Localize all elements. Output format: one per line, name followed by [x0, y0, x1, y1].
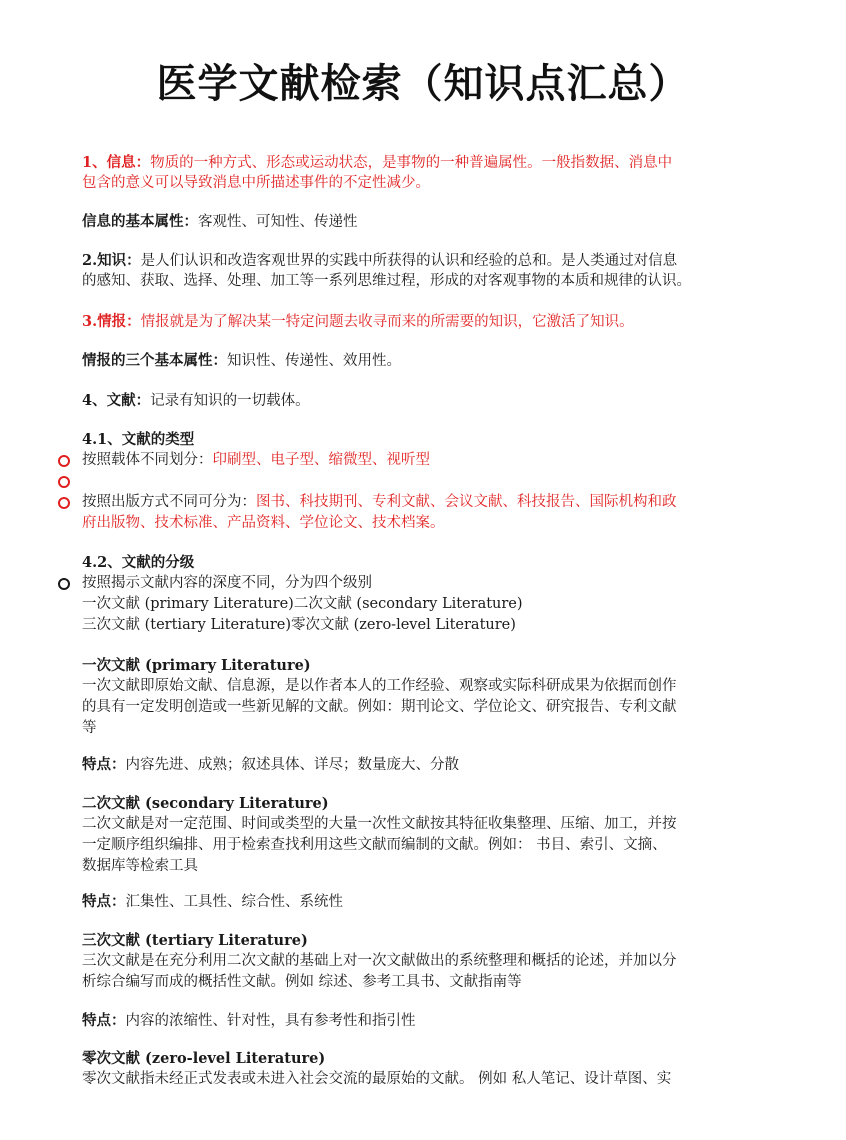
types-pub-value-1: 图书、科技期刊、专利文献、会议文献、科技报告、国际机构和政	[256, 494, 677, 510]
types-publication-line-1	[82, 492, 802, 513]
secondary-text-1: 二次文献是对一定范围、时间或类型的大量一次性文献按其特征收集整理、压缩、加工，并按	[82, 816, 677, 832]
types-carrier-label: 按照载体不同划分：	[82, 452, 213, 468]
doc-label: 4、文献：	[82, 392, 151, 409]
info-paragraph-line-2: 包含的意义可以导致消息中所描述事件的不定性减少。	[82, 175, 430, 191]
knowledge-line-2: 的感知、获取、选择、处理、加工等一系列思维过程，形成的对客观事物的本质和规律的认识。	[82, 273, 691, 289]
page-title: 医学文献检索（知识点汇总）	[156, 61, 690, 107]
tertiary-text-2: 析综合编写而成的概括性文献。例如 综述、参考工具书、文献指南等	[82, 974, 522, 990]
secondary-feature-label: 特点：	[82, 893, 126, 910]
knowledge-line-1	[82, 250, 802, 272]
primary-feature-text: 内容先进、成熟；叙述具体、详尽；数量庞大、分散	[125, 757, 459, 773]
secondary-heading: 二次文献 (secondary Literature)	[82, 795, 329, 812]
tertiary-text-1: 三次文献是在充分利用二次文献的基础上对一次文献做出的系统整理和概括的论述，并加以分	[82, 953, 677, 969]
knowledge-label: 2.知识：	[82, 252, 141, 269]
bullet-circle-icon	[58, 476, 70, 488]
types-pub-label: 按照出版方式不同可分为：	[82, 494, 256, 510]
intel-attr-label: 情报的三个基本属性：	[82, 352, 227, 369]
intel-label: 3.情报：	[82, 313, 141, 330]
zero-text-1: 零次文献指未经正式发表或未进入社会交流的最原始的文献。 例如 私人笔记、设计草图、实	[82, 1071, 672, 1087]
primary-text-2: 的具有一定发明创造或一些新见解的文献。例如：期刊论文、学位论文、研究报告、专利文献	[82, 699, 677, 715]
info-label: 1、信息：	[82, 154, 151, 171]
tertiary-heading: 三次文献 (tertiary Literature)	[82, 932, 308, 949]
primary-feature-label: 特点：	[82, 756, 126, 773]
info-attributes	[82, 211, 802, 233]
tertiary-features	[82, 1010, 802, 1032]
types-heading: 4.1、文献的类型	[82, 431, 195, 448]
secondary-features	[82, 891, 802, 913]
types-carrier-value: 印刷型、电子型、缩微型、视听型	[212, 452, 430, 468]
secondary-feature-text: 汇集性、工具性、综合性、系统性	[125, 894, 343, 910]
secondary-text-3: 数据库等检索工具	[82, 858, 198, 874]
zero-heading: 零次文献 (zero-level Literature)	[82, 1050, 326, 1067]
levels-row-2: 三次文献 (tertiary Literature)零次文献 (zero-level Literature)	[82, 617, 516, 633]
bullet-circle-icon	[58, 578, 70, 590]
knowledge-text-1: 是人们认识和改造客观世界的实践中所获得的认识和经验的总和。是人类通过对信息	[140, 253, 678, 269]
primary-text-3: 等	[82, 720, 97, 736]
bullet-circle-icon	[58, 497, 70, 509]
intel-text: 情报就是为了解决某一特定问题去收寻而来的所需要的知识，它激活了知识。	[140, 314, 634, 330]
secondary-text-2: 一定顺序组织编排、用于检索查找利用这些文献而编制的文献。例如： 书目、索引、文摘、	[82, 837, 667, 853]
info-text-1: 物质的一种方式、形态或运动状态，是事物的一种普遍属性。一般指数据、消息中	[150, 155, 673, 171]
primary-heading: 一次文献 (primary Literature)	[82, 657, 311, 674]
primary-text-1: 一次文献即原始文献、信息源，是以作者本人的工作经验、观察或实际科研成果为依据而创作	[82, 678, 677, 694]
info-attr-label: 信息的基本属性：	[82, 213, 198, 230]
intel-attr-text: 知识性、传递性、效用性。	[227, 353, 401, 369]
tertiary-feature-label: 特点：	[82, 1012, 126, 1029]
info-attr-text: 客观性、可知性、传递性	[198, 214, 358, 230]
primary-features	[82, 754, 802, 776]
intel-paragraph	[82, 311, 802, 333]
tertiary-feature-text: 内容的浓缩性、针对性，具有参考性和指引性	[125, 1013, 416, 1029]
doc-text: 记录有知识的一切载体。	[150, 393, 310, 409]
levels-intro: 按照揭示文献内容的深度不同，分为四个级别	[82, 575, 372, 591]
bullet-circle-icon	[58, 455, 70, 467]
doc-definition	[82, 390, 802, 412]
levels-heading: 4.2、文献的分级	[82, 554, 195, 571]
levels-row-1: 一次文献 (primary Literature)二次文献 (secondary Literature)	[82, 596, 523, 612]
types-publication-line-2: 府出版物、技术标准、产品资料、学位论文、技术档案。	[82, 515, 445, 531]
info-paragraph-line-1	[82, 152, 802, 174]
intel-attributes	[82, 350, 802, 372]
types-carrier	[82, 450, 802, 471]
